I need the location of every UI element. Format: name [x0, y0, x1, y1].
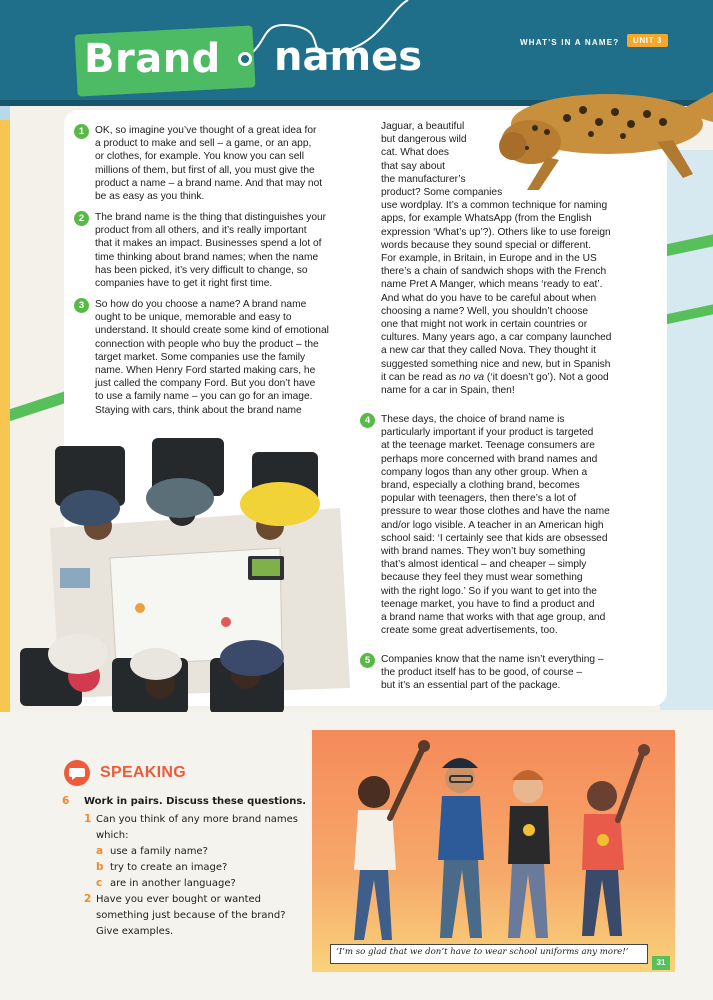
page-title-names: names	[274, 34, 423, 80]
option-letter-a: a	[96, 845, 104, 857]
paragraph-2: The brand name is the thing that distinguishes your product from all others, and it’s really important that it makes an impact. Businesses spend a lot of time thinking about brand names; when the name has been picked, it’s very difficult to change, so companies have to get it right first time.	[95, 212, 327, 290]
tag-hole	[238, 52, 252, 66]
right-panel-tint	[660, 150, 713, 710]
option-a-text: use a family name?	[110, 846, 208, 857]
section-label: WHAT'S IN A NAME?	[520, 38, 620, 47]
option-letter-c: c	[96, 877, 103, 889]
italic-no-va: no va	[459, 371, 485, 383]
left-margin-accent	[0, 120, 10, 740]
question-1: Can you think of any more brand names which:	[96, 814, 299, 841]
paragraph-number-4: 4	[360, 413, 375, 428]
option-c-text: are in another language?	[110, 878, 236, 889]
speaking-heading: SPEAKING	[100, 764, 186, 781]
paragraph-1: OK, so imagine you’ve thought of a great idea for a product to make and sell – a game, or an app, or clothes, for example. You know you can sell millions of them, but first of all, you must give the product a name – a brand name. And that may not be as easy as you think.	[95, 125, 323, 203]
team-meeting-photo	[20, 408, 362, 714]
paragraph-number-1: 1	[74, 124, 89, 139]
page-title-brand: Brand	[84, 36, 221, 82]
question-number-1: 1	[84, 813, 92, 825]
paragraph-number-3: 3	[74, 298, 89, 313]
page-number: 31	[652, 956, 670, 970]
exercise-instruction: Work in pairs. Discuss these questions.	[84, 796, 307, 807]
paragraph-3-continued: Jaguar, a beautiful but dangerous wild cat. What does that say about the manufacturer’s product? Some companies use wordplay. It’s a common technique for naming apps, for example WhatsApp (from the English expression ‘What’s up’?). Others like to use foreign words because they sound special or different. For example, in Britain, in Europe and in the US there’s a chain of sandwich shops with the French name Pret A Manger, which means ‘ready to eat’. And what do you have to be careful about when choosing a name? Well, you shouldn’t choose one that might not work in certain countries or cultures. Many years ago, a car company launched a new car that they called Nova. They thought it suggested something nice and new, but in Spanish it can be read as no va (‘it doesn’t go’). Not a good name for a car in Spain, then!	[381, 121, 612, 397]
illustration-caption: ‘I’m so glad that we don’t have to wear school uniforms any more!’	[336, 947, 629, 957]
unit-badge: UNIT 3	[627, 34, 668, 47]
option-letter-b: b	[96, 861, 104, 873]
paragraph-number-2: 2	[74, 211, 89, 226]
option-b-text: try to create an image?	[110, 862, 228, 873]
question-number-2: 2	[84, 893, 92, 905]
paragraph-number-5: 5	[360, 653, 375, 668]
exercise-number: 6	[62, 795, 70, 807]
paragraph-3: So how do you choose a name? A brand name ought to be unique, memorable and easy to understand. It should create some kind of emotional connection with people who buy the product – the target market. Some companies use the family name. When Henry Ford started making cars, he just called the company Ford. But you don’t have to use a family name – you can go for an image. Staying with cars, think about the brand name	[95, 299, 329, 416]
teenagers-illustration	[312, 730, 675, 972]
speech-bubble-icon	[64, 760, 90, 786]
paragraph-4: These days, the choice of brand name is particularly important if your product is targeted at the teenage market. Teenage consumers are perhaps more concerned with brand names and company logos than any other group. When a brand, especially a clothing brand, becomes popular with teenagers, then there’s a lot of pressure to wear those clothes and have the name and/or logo visible. A teacher in an American high school said: ‘I certainly see that kids are obsessed with brand names. They won’t buy something that’s almost identical – and cheaper – simply because they feel they must wear something with the right logo.’ So if you want to get into the teenage market, you have to find a product and a brand name that works with that age group, and create some great advertisements, too.	[381, 414, 610, 637]
question-2: Have you ever bought or wanted something just because of the brand? Give examples.	[96, 894, 286, 937]
paragraph-5: Companies know that the name isn’t everything – the product itself has to be good, of course – but it’s an essential part of the package.	[381, 654, 604, 692]
